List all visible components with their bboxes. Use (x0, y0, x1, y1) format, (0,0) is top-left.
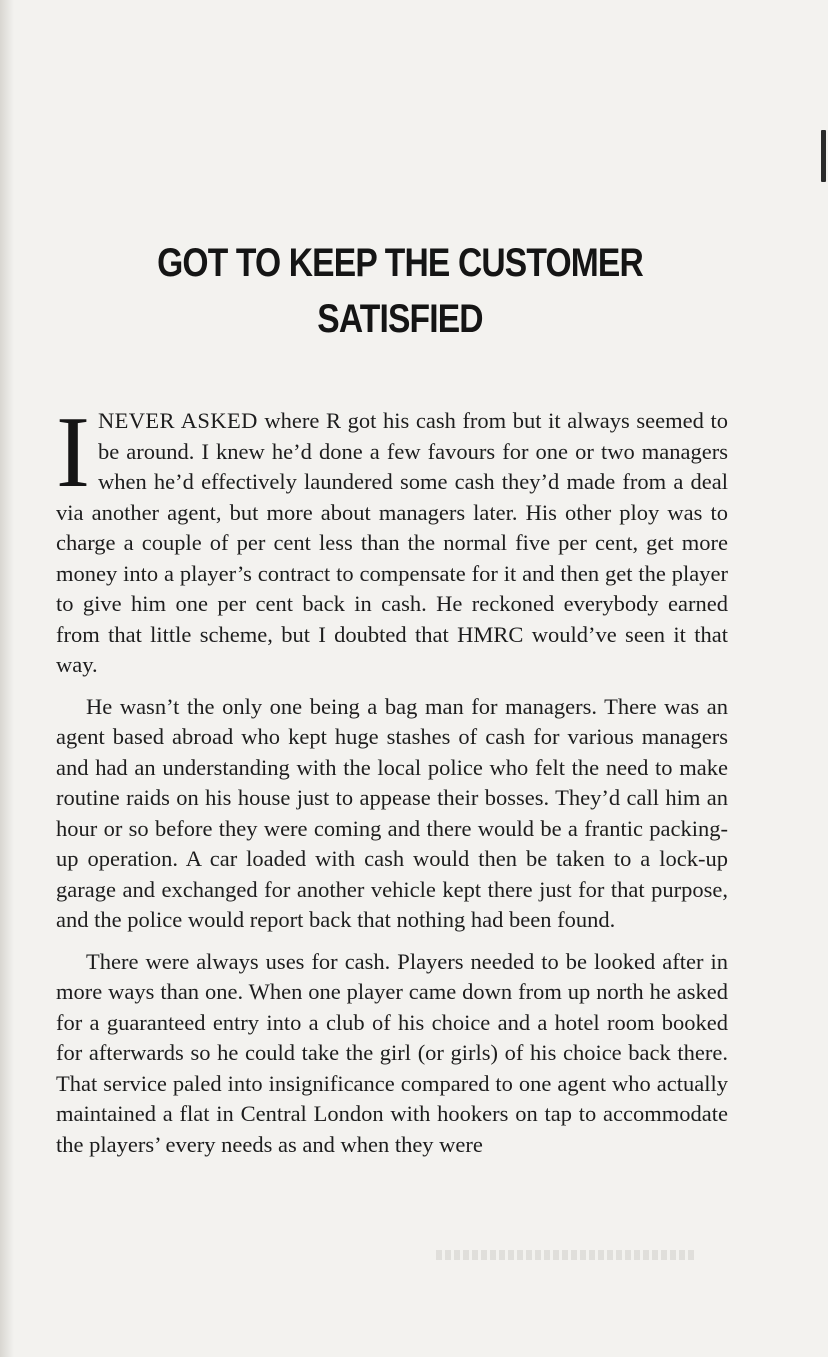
drop-cap: I (56, 396, 90, 509)
paragraph-3: There were always uses for cash. Players needed to be looked after in more ways than one. When one player came down from up north he asked for a guaranteed entry into a club of his choice and a hotel room booked for afterwards so he could take the girl (or girls) of his choice back there. That service paled into insignificance compared to one agent who actually maintained a flat in Central London with hookers on tap to accommodate the players’ every needs as and when they were (56, 948, 728, 1157)
paragraph-2: He wasn’t the only one being a bag man for managers. There was an agent based abroad who kept huge stashes of cash for various managers and had an understanding with the local police who felt the need to make routine raids on his house just to appease their bosses. They’d call him an hour or so before they were coming and there would be a frantic packing-up operation. A car loaded with cash would then be taken to a lock-up garage and exchanged for another vehicle kept there just for that purpose, and the police would report back that nothing had been found. (56, 693, 728, 932)
body-text (56, 396, 728, 1171)
chapter-title: GOT TO KEEP THE CUSTOMER SATISFIED (157, 240, 643, 341)
page-gutter-shadow (0, 0, 14, 1357)
bleed-through-footer (436, 1250, 696, 1260)
page-edge-mark (821, 130, 826, 182)
paragraph-1 (56, 396, 728, 681)
paragraph-lead-in: NEVER ASKED (97, 408, 258, 433)
paragraph-text: where R got his cash from but it always seemed to be around. I knew he’d done a few favours for one or two managers when he’d effectively laundered some cash they’d made from a deal via another agent, but more about managers later. His other ploy was to charge a couple of per cent less than the normal five per cent, get more money into a player’s contract to compensate for it and then get the player to give him one per cent back in cash. He reckoned everybody earned from that little scheme, but I doubted that HMRC would’ve seen it that way. (56, 408, 728, 677)
